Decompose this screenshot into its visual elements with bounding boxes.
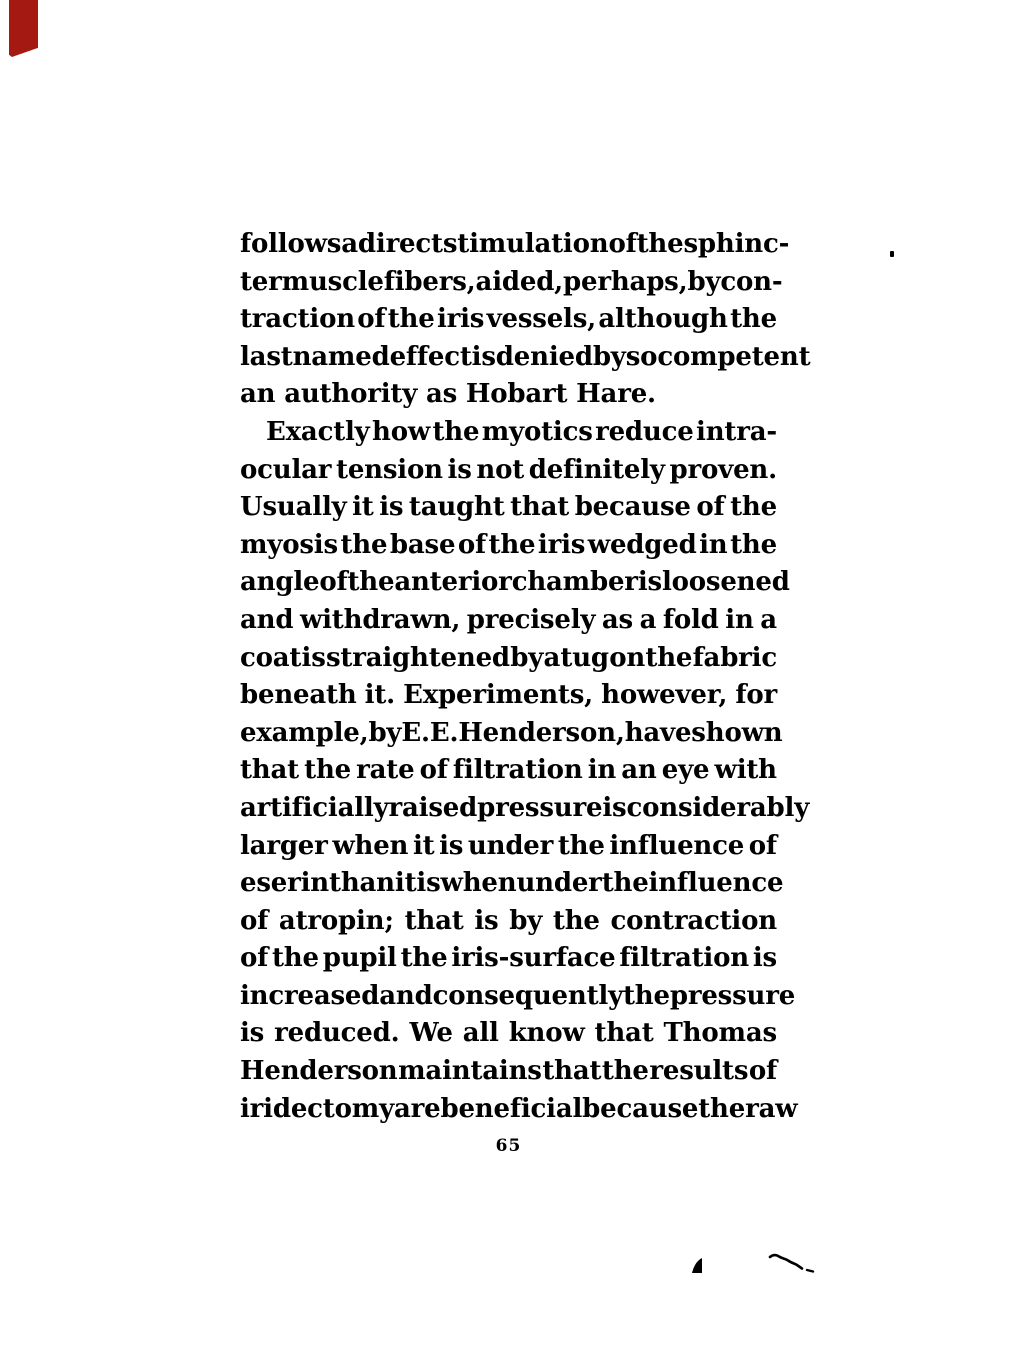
word: that (404, 905, 464, 936)
word: competent (657, 341, 811, 372)
word: a (639, 604, 657, 635)
word: loosened (661, 567, 790, 598)
word: know (508, 1018, 585, 1049)
word: that (542, 1056, 602, 1087)
word: anterior (394, 567, 512, 598)
text-line (240, 865, 784, 903)
word: follows (240, 229, 342, 259)
word: stimulation (442, 229, 609, 259)
word: the (730, 304, 777, 335)
text-line (240, 1091, 798, 1129)
word: is (301, 642, 326, 673)
word: Exactly (266, 416, 370, 447)
word: is (471, 341, 496, 372)
word: the (340, 529, 388, 560)
word: fold (662, 604, 719, 635)
word: example, (240, 717, 369, 748)
word: the (552, 905, 600, 936)
word: under (467, 830, 554, 861)
word: fibers, (383, 266, 476, 297)
word: of (240, 943, 269, 974)
word: an (621, 755, 657, 786)
word: are (393, 1093, 441, 1124)
word: how (372, 416, 431, 447)
ink-blob-mark (692, 1258, 702, 1273)
text-line (240, 226, 790, 264)
text-line (240, 301, 777, 339)
word: fabric (692, 642, 777, 673)
word: E. (401, 717, 430, 748)
word: is (637, 567, 662, 598)
word: shown (691, 717, 783, 748)
word: all (462, 1018, 499, 1049)
word: vessels, (486, 304, 597, 335)
word: than (329, 868, 395, 899)
word: artificially (240, 792, 389, 823)
word: Henderson (240, 1056, 398, 1087)
word: the (730, 529, 777, 560)
pen-dash-mark (807, 1270, 813, 1272)
word: iris (436, 304, 485, 335)
text-line (240, 414, 777, 452)
word: of (319, 567, 348, 598)
word: aided, (475, 266, 564, 297)
word: by (687, 266, 721, 297)
word: is (752, 943, 777, 974)
word: withdrawn, (299, 604, 461, 635)
word: of (696, 492, 725, 523)
word: it (352, 492, 374, 523)
word: have (624, 717, 692, 748)
paragraph (240, 226, 811, 414)
word: Experiments, (403, 680, 593, 711)
word: coat (240, 642, 302, 673)
text-line (240, 828, 777, 866)
word: of (748, 830, 777, 861)
word: reduce (595, 416, 694, 447)
word: of (240, 905, 269, 936)
word: muscle (281, 266, 384, 297)
word: iris-surface (451, 943, 616, 974)
word: of (357, 304, 386, 335)
word: angle (240, 567, 320, 598)
word: tug (560, 642, 609, 673)
word: direct (357, 229, 443, 259)
word: beneficial (440, 1093, 583, 1124)
word: E. (429, 717, 459, 748)
word: that (240, 755, 299, 786)
word: of (608, 229, 637, 259)
text-line (240, 489, 777, 527)
text-line (240, 452, 777, 490)
word: rate (356, 755, 415, 786)
red-tab-mark (9, 0, 38, 57)
text-line (240, 715, 783, 753)
word: because (582, 1093, 699, 1124)
word: wedged (587, 529, 697, 560)
word: however, (601, 680, 728, 711)
word: base (389, 529, 456, 560)
word: the (557, 830, 605, 861)
word: denied (495, 341, 593, 372)
word: maintains (398, 1056, 542, 1087)
word: the (730, 492, 777, 523)
word: when (440, 868, 517, 899)
word: for (735, 680, 777, 711)
word: filtration (452, 755, 583, 786)
word: is (602, 792, 627, 823)
page-number: 65 (495, 1136, 522, 1156)
word: the (400, 943, 448, 974)
word: precisely (466, 604, 596, 635)
word: Henderson, (458, 717, 625, 748)
word: reduced. (274, 1018, 400, 1049)
word: results (649, 1056, 749, 1087)
word: by (509, 905, 543, 936)
word: perhaps, (563, 266, 688, 297)
text-line (240, 339, 811, 377)
word: on (609, 642, 646, 673)
word: although (598, 304, 728, 335)
word: sphinc- (683, 229, 790, 259)
word: in (587, 755, 617, 786)
paragraph (240, 414, 810, 1128)
word: the (488, 529, 536, 560)
word: when (332, 830, 409, 861)
word: consequently (432, 980, 623, 1011)
word: ocular (240, 454, 332, 485)
word: because (574, 492, 691, 523)
word: filtration (619, 943, 749, 974)
word: the (698, 1093, 746, 1124)
word: eye (661, 755, 710, 786)
word: is (240, 1018, 265, 1049)
word: not (476, 454, 525, 485)
word: a (341, 229, 358, 259)
word: beneath (240, 680, 357, 711)
word: by (368, 717, 402, 748)
word: so (625, 341, 658, 372)
word: iris (537, 529, 586, 560)
text-line (240, 264, 783, 302)
word: it. (364, 680, 395, 711)
word: influence (648, 868, 784, 899)
text-line (240, 640, 777, 678)
word: larger (240, 830, 328, 861)
word: the (347, 567, 395, 598)
word: myosis (240, 529, 338, 560)
text-line (240, 978, 796, 1016)
word: the (636, 229, 684, 259)
word: and (240, 604, 294, 635)
word: the (645, 642, 693, 673)
word: considerably (626, 792, 810, 823)
word: eserin (240, 868, 330, 899)
word: with (714, 755, 777, 786)
word: named (292, 341, 390, 372)
word: pupil (322, 943, 397, 974)
word: by (510, 642, 544, 673)
word: taught (408, 492, 505, 523)
text-line (240, 564, 790, 602)
word: iridectomy (240, 1093, 394, 1124)
word: is (379, 492, 404, 523)
word: of (748, 1056, 777, 1087)
word: the (387, 304, 435, 335)
word: proven. (669, 454, 777, 485)
word: and (379, 980, 433, 1011)
word: as (601, 604, 633, 635)
word: the (304, 755, 351, 786)
word: in (725, 604, 754, 635)
word: pressure (669, 980, 796, 1011)
pen-scratch-mark (685, 1248, 820, 1283)
word: traction (240, 304, 355, 335)
word: last (240, 341, 293, 372)
word: in (699, 529, 728, 560)
word: intra- (696, 416, 777, 447)
text-line (240, 752, 777, 790)
word: definitely (528, 454, 665, 485)
word: by (592, 341, 626, 372)
word: straightened (325, 642, 510, 673)
word: Usually (240, 492, 347, 523)
word: the (432, 416, 480, 447)
text-line: an authority as Hobart Hare. (240, 379, 656, 410)
word: that (510, 492, 570, 523)
word: effect (389, 341, 472, 372)
word: is (416, 868, 441, 899)
pen-squiggle-mark (770, 1255, 802, 1268)
word: ter (240, 266, 282, 297)
text-line (240, 1015, 777, 1053)
word: is (447, 454, 472, 485)
text-line (240, 527, 777, 565)
ink-speck (890, 251, 894, 257)
word: of (419, 755, 448, 786)
word: raw (745, 1093, 798, 1124)
word: contraction (610, 905, 777, 936)
word: pressure (477, 792, 603, 823)
word: atropin; (278, 905, 394, 936)
word: the (601, 868, 649, 899)
text-line (240, 903, 777, 941)
word: Thomas (663, 1018, 777, 1049)
word: a (760, 604, 777, 635)
word: myotics (481, 416, 593, 447)
word: raised (388, 792, 478, 823)
word: the (272, 943, 319, 974)
text-line (240, 1053, 777, 1091)
word: of (457, 529, 486, 560)
word: under (516, 868, 602, 899)
word: influence (609, 830, 745, 861)
word: con- (720, 266, 783, 297)
text-block (240, 226, 811, 1128)
word: tension (336, 454, 443, 485)
word: chamber (511, 567, 638, 598)
text-line (240, 940, 777, 978)
word: increased (240, 980, 380, 1011)
word: it (412, 830, 435, 861)
word: it (394, 868, 417, 899)
text-line (240, 602, 777, 640)
word: that (594, 1018, 654, 1049)
word: is (474, 905, 499, 936)
word: the (623, 980, 670, 1011)
text-line (240, 790, 810, 828)
word: a (543, 642, 561, 673)
word: the (601, 1056, 649, 1087)
text-line (240, 677, 777, 715)
word: is (439, 830, 464, 861)
word: We (409, 1018, 453, 1049)
